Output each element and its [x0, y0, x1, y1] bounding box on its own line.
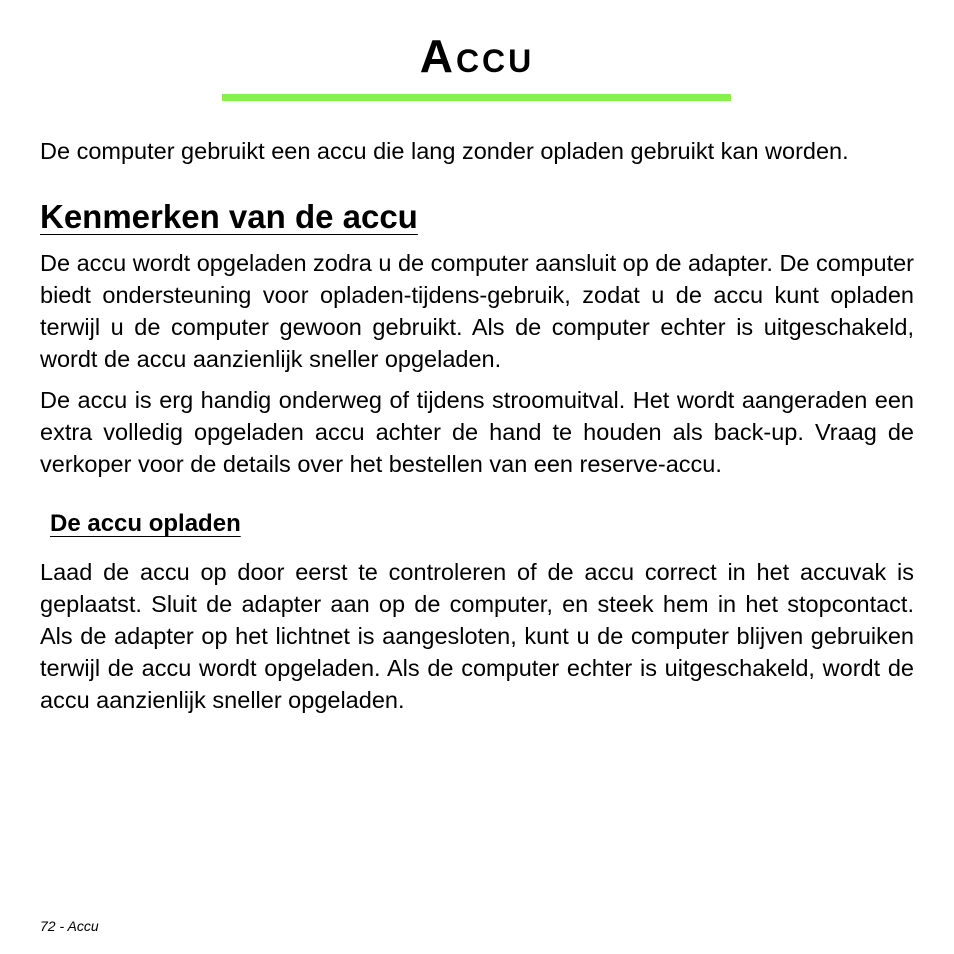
section2-paragraph-1: Laad de accu op door eerst te controleren of de accu correct in het accuvak is geplaatst. Sluit de adapter aan op de computer, en steek hem in het stopcontact. Als de adapter op het lichtnet is aangesloten, kunt u de computer blijven gebruiken terwijl de accu wordt opgeladen. Als de computer echter is uitgeschakeld, wordt de accu aanzienlijk sneller opgeladen. [40, 559, 914, 713]
title-underline-rule [222, 94, 731, 101]
intro-paragraph: De computer gebruikt een accu die lang zonder opladen gebruikt kan worden. [40, 138, 849, 164]
page-title: Accu [419, 30, 535, 82]
page-footer: 72 - Accu [40, 918, 99, 934]
section1-paragraph-2: De accu is erg handig onderweg of tijdens stroomuitval. Het wordt aangeraden een extra volledig opgeladen accu achter de hand te houden als back-up. Vraag de verkoper voor de details over het bestellen van een reserve-accu. [40, 387, 914, 477]
section-heading-kenmerken: Kenmerken van de accu [40, 198, 418, 235]
section1-paragraph-1: De accu wordt opgeladen zodra u de computer aansluit op de adapter. De computer biedt ondersteuning voor opladen-tijdens-gebruik, zodat u de accu kunt opladen terwijl u de computer gewoon gebruikt. Als de computer echter is uitgeschakeld, wordt de accu aanzienlijk sneller opgeladen. [40, 250, 914, 372]
subsection-heading-opladen: De accu opladen [50, 510, 241, 537]
document-body [40, 135, 914, 716]
